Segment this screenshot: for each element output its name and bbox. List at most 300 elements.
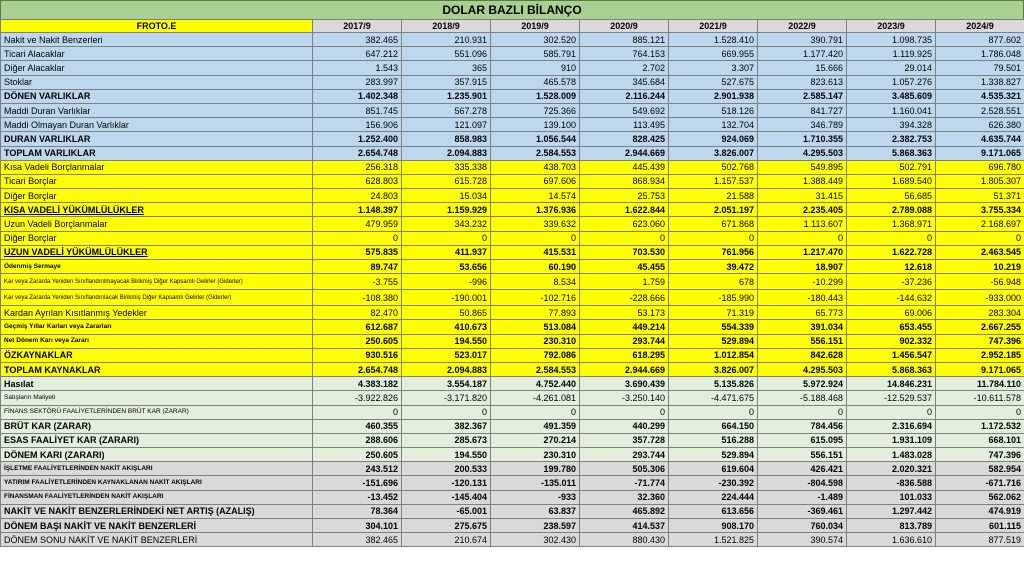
value-cell[interactable]: 0 <box>936 405 1024 419</box>
value-cell[interactable]: 0 <box>491 231 580 245</box>
value-cell[interactable]: 1.177.420 <box>758 47 847 61</box>
value-cell[interactable]: -4.261.081 <box>491 391 580 405</box>
value-cell[interactable]: 2.463.545 <box>936 245 1024 259</box>
value-cell[interactable]: 1.338.827 <box>936 75 1024 89</box>
row-label-cell[interactable]: FİNANSMAN FAALİYETLERİNDEN NAKİT AKIŞLARI <box>1 490 313 504</box>
value-cell[interactable]: 3.307 <box>669 61 758 75</box>
value-cell[interactable]: 1.172.532 <box>936 419 1024 433</box>
row-label-cell[interactable]: DÖNEM KARI (ZARARI) <box>1 448 313 462</box>
value-cell[interactable]: 50.865 <box>402 306 491 320</box>
value-cell[interactable]: 1.057.276 <box>847 75 936 89</box>
value-cell[interactable]: 4.383.182 <box>313 377 402 391</box>
value-cell[interactable]: 238.597 <box>491 519 580 533</box>
value-cell[interactable]: 63.837 <box>491 504 580 518</box>
value-cell[interactable]: 1.056.544 <box>491 132 580 146</box>
row-label-cell[interactable]: Diğer Borçlar <box>1 231 313 245</box>
value-cell[interactable]: 411.937 <box>402 245 491 259</box>
value-cell[interactable]: 618.295 <box>580 348 669 362</box>
value-cell[interactable]: 5.972.924 <box>758 377 847 391</box>
value-cell[interactable]: -144.632 <box>847 290 936 306</box>
value-cell[interactable]: 4.752.440 <box>491 377 580 391</box>
value-cell[interactable]: 357.915 <box>402 75 491 89</box>
value-cell[interactable]: 65.773 <box>758 306 847 320</box>
value-cell[interactable]: 89.747 <box>313 260 402 274</box>
value-cell[interactable]: 2.094.883 <box>402 146 491 160</box>
value-cell[interactable]: 696.780 <box>936 160 1024 174</box>
value-cell[interactable]: 2.654.748 <box>313 362 402 376</box>
value-cell[interactable]: 2.051.197 <box>669 203 758 217</box>
value-cell[interactable]: 549.895 <box>758 160 847 174</box>
value-cell[interactable]: 554.339 <box>669 320 758 334</box>
value-cell[interactable]: -10.299 <box>758 274 847 290</box>
value-cell[interactable]: 2.584.553 <box>491 362 580 376</box>
value-cell[interactable]: 760.034 <box>758 519 847 533</box>
value-cell[interactable]: 1.113.607 <box>758 217 847 231</box>
value-cell[interactable]: -369.461 <box>758 504 847 518</box>
value-cell[interactable]: -4.471.675 <box>669 391 758 405</box>
value-cell[interactable]: 1.160.041 <box>847 103 936 117</box>
value-cell[interactable]: 669.955 <box>669 47 758 61</box>
row-label-cell[interactable]: Diğer Alacaklar <box>1 61 313 75</box>
value-cell[interactable]: 0 <box>313 405 402 419</box>
value-cell[interactable]: -151.696 <box>313 476 402 490</box>
value-cell[interactable]: 199.780 <box>491 462 580 476</box>
value-cell[interactable]: 505.306 <box>580 462 669 476</box>
value-cell[interactable]: 1.805.307 <box>936 174 1024 188</box>
value-cell[interactable]: 601.115 <box>936 519 1024 533</box>
value-cell[interactable]: 764.153 <box>580 47 669 61</box>
value-cell[interactable]: 0 <box>847 405 936 419</box>
value-cell[interactable]: 516.288 <box>669 433 758 447</box>
value-cell[interactable]: 0 <box>580 405 669 419</box>
row-label-cell[interactable]: NAKİT VE NAKİT BENZERLERİNDEKİ NET ARTIŞ (AZALIŞ) <box>1 504 313 518</box>
value-cell[interactable]: 1.159.929 <box>402 203 491 217</box>
value-cell[interactable]: 465.578 <box>491 75 580 89</box>
value-cell[interactable]: 0 <box>580 231 669 245</box>
row-label-cell[interactable]: Kar veya Zararda Yeniden Sınıflandırılacak Birikmiş Diğer Kapsamlı Gelirler (Giderler) <box>1 290 313 306</box>
value-cell[interactable]: 2.944.669 <box>580 146 669 160</box>
row-label-cell[interactable]: Ticari Borçlar <box>1 174 313 188</box>
value-cell[interactable]: 924.069 <box>669 132 758 146</box>
value-cell[interactable]: 394.328 <box>847 118 936 132</box>
value-cell[interactable]: 82.470 <box>313 306 402 320</box>
value-cell[interactable]: 5.868.363 <box>847 362 936 376</box>
value-cell[interactable]: 858.983 <box>402 132 491 146</box>
value-cell[interactable]: 1.148.397 <box>313 203 402 217</box>
value-cell[interactable]: 51.371 <box>936 189 1024 203</box>
value-cell[interactable]: 2.789.088 <box>847 203 936 217</box>
value-cell[interactable]: -671.716 <box>936 476 1024 490</box>
value-cell[interactable]: 761.956 <box>669 245 758 259</box>
value-cell[interactable]: 293.744 <box>580 334 669 348</box>
value-cell[interactable]: 10.219 <box>936 260 1024 274</box>
value-cell[interactable]: 474.919 <box>936 504 1024 518</box>
year-header[interactable]: 2021/9 <box>669 20 758 33</box>
value-cell[interactable]: -804.598 <box>758 476 847 490</box>
value-cell[interactable]: 5.868.363 <box>847 146 936 160</box>
year-header[interactable]: 2017/9 <box>313 20 402 33</box>
value-cell[interactable]: 224.444 <box>669 490 758 504</box>
value-cell[interactable]: 1.759 <box>580 274 669 290</box>
value-cell[interactable]: 3.485.609 <box>847 89 936 103</box>
row-label-cell[interactable]: DÖNEN VARLIKLAR <box>1 89 313 103</box>
value-cell[interactable]: 1.931.109 <box>847 433 936 447</box>
value-cell[interactable]: 697.606 <box>491 174 580 188</box>
value-cell[interactable]: -5.188.468 <box>758 391 847 405</box>
value-cell[interactable]: 1.528.410 <box>669 33 758 47</box>
row-label-cell[interactable]: YATIRIM FAALİYETLERİNDEN KAYNAKLANAN NAKİT AKIŞLARI <box>1 476 313 490</box>
value-cell[interactable]: 868.934 <box>580 174 669 188</box>
value-cell[interactable]: 1.388.449 <box>758 174 847 188</box>
value-cell[interactable]: 491.359 <box>491 419 580 433</box>
value-cell[interactable]: 243.512 <box>313 462 402 476</box>
value-cell[interactable]: 69.006 <box>847 306 936 320</box>
value-cell[interactable]: 9.171.065 <box>936 146 1024 160</box>
value-cell[interactable]: 440.299 <box>580 419 669 433</box>
value-cell[interactable]: 841.727 <box>758 103 847 117</box>
value-cell[interactable]: 465.892 <box>580 504 669 518</box>
value-cell[interactable]: 3.826.007 <box>669 146 758 160</box>
row-label-cell[interactable]: TOPLAM VARLIKLAR <box>1 146 313 160</box>
value-cell[interactable]: 113.495 <box>580 118 669 132</box>
row-label-cell[interactable]: Maddi Duran Varlıklar <box>1 103 313 117</box>
value-cell[interactable]: 910 <box>491 61 580 75</box>
value-cell[interactable]: 79.501 <box>936 61 1024 75</box>
value-cell[interactable]: -3.922.826 <box>313 391 402 405</box>
value-cell[interactable]: 0 <box>936 231 1024 245</box>
value-cell[interactable]: 628.803 <box>313 174 402 188</box>
value-cell[interactable]: 12.618 <box>847 260 936 274</box>
row-label-cell[interactable]: BRÜT KAR (ZARAR) <box>1 419 313 433</box>
value-cell[interactable]: 1.543 <box>313 61 402 75</box>
year-header[interactable]: 2022/9 <box>758 20 847 33</box>
value-cell[interactable]: 613.656 <box>669 504 758 518</box>
value-cell[interactable]: 283.304 <box>936 306 1024 320</box>
value-cell[interactable]: -145.404 <box>402 490 491 504</box>
value-cell[interactable]: 502.791 <box>847 160 936 174</box>
value-cell[interactable]: 0 <box>402 405 491 419</box>
value-cell[interactable]: 11.784.110 <box>936 377 1024 391</box>
value-cell[interactable]: 53.173 <box>580 306 669 320</box>
value-cell[interactable]: 623.060 <box>580 217 669 231</box>
value-cell[interactable]: 562.062 <box>936 490 1024 504</box>
value-cell[interactable]: 293.744 <box>580 448 669 462</box>
value-cell[interactable]: 2.952.185 <box>936 348 1024 362</box>
value-cell[interactable]: 518.126 <box>669 103 758 117</box>
value-cell[interactable]: 39.472 <box>669 260 758 274</box>
value-cell[interactable]: 4.295.503 <box>758 362 847 376</box>
value-cell[interactable]: 747.396 <box>936 448 1024 462</box>
value-cell[interactable]: 549.692 <box>580 103 669 117</box>
value-cell[interactable]: 823.613 <box>758 75 847 89</box>
value-cell[interactable]: 0 <box>313 231 402 245</box>
row-label-cell[interactable]: Uzun Vadeli Borçlanmalar <box>1 217 313 231</box>
value-cell[interactable]: 877.519 <box>936 533 1024 547</box>
value-cell[interactable]: 56.685 <box>847 189 936 203</box>
value-cell[interactable]: 343.232 <box>402 217 491 231</box>
value-cell[interactable]: 2.702 <box>580 61 669 75</box>
value-cell[interactable]: 121.097 <box>402 118 491 132</box>
row-label-cell[interactable]: Nakit ve Nakit Benzerleri <box>1 33 313 47</box>
value-cell[interactable]: 1.376.936 <box>491 203 580 217</box>
value-cell[interactable]: 567.278 <box>402 103 491 117</box>
row-label-cell[interactable]: Ödenmiş Sermaye <box>1 260 313 274</box>
value-cell[interactable]: 585.791 <box>491 47 580 61</box>
value-cell[interactable]: 703.530 <box>580 245 669 259</box>
value-cell[interactable]: 139.100 <box>491 118 580 132</box>
value-cell[interactable]: 2.382.753 <box>847 132 936 146</box>
value-cell[interactable]: 1.402.348 <box>313 89 402 103</box>
year-header[interactable]: 2018/9 <box>402 20 491 33</box>
value-cell[interactable]: 14.846.231 <box>847 377 936 391</box>
value-cell[interactable]: 18.907 <box>758 260 847 274</box>
value-cell[interactable]: 4.535.321 <box>936 89 1024 103</box>
value-cell[interactable]: 725.366 <box>491 103 580 117</box>
value-cell[interactable]: 71.319 <box>669 306 758 320</box>
value-cell[interactable]: 1.710.355 <box>758 132 847 146</box>
value-cell[interactable]: 1.235.901 <box>402 89 491 103</box>
value-cell[interactable]: 619.604 <box>669 462 758 476</box>
value-cell[interactable]: 9.171.065 <box>936 362 1024 376</box>
value-cell[interactable]: 2.901.938 <box>669 89 758 103</box>
value-cell[interactable]: -996 <box>402 274 491 290</box>
value-cell[interactable]: 2.235.405 <box>758 203 847 217</box>
value-cell[interactable]: 390.574 <box>758 533 847 547</box>
value-cell[interactable]: 930.516 <box>313 348 402 362</box>
value-cell[interactable]: 1.098.735 <box>847 33 936 47</box>
value-cell[interactable]: 1.622.844 <box>580 203 669 217</box>
year-header[interactable]: 2020/9 <box>580 20 669 33</box>
value-cell[interactable]: 288.606 <box>313 433 402 447</box>
row-label-cell[interactable]: Kısa Vadeli Borçlanmalar <box>1 160 313 174</box>
value-cell[interactable]: 78.364 <box>313 504 402 518</box>
value-cell[interactable]: -120.131 <box>402 476 491 490</box>
value-cell[interactable]: 194.550 <box>402 448 491 462</box>
value-cell[interactable]: 45.455 <box>580 260 669 274</box>
year-header[interactable]: 2023/9 <box>847 20 936 33</box>
value-cell[interactable]: 382.367 <box>402 419 491 433</box>
value-cell[interactable]: 460.355 <box>313 419 402 433</box>
value-cell[interactable]: 575.835 <box>313 245 402 259</box>
value-cell[interactable]: 0 <box>402 231 491 245</box>
value-cell[interactable]: 5.135.826 <box>669 377 758 391</box>
value-cell[interactable]: 357.728 <box>580 433 669 447</box>
value-cell[interactable]: 2.944.669 <box>580 362 669 376</box>
value-cell[interactable]: -102.716 <box>491 290 580 306</box>
value-cell[interactable]: -228.666 <box>580 290 669 306</box>
value-cell[interactable]: 3.554.187 <box>402 377 491 391</box>
value-cell[interactable]: 0 <box>758 231 847 245</box>
row-label-cell[interactable]: Diğer Borçlar <box>1 189 313 203</box>
value-cell[interactable]: 851.745 <box>313 103 402 117</box>
value-cell[interactable]: 382.465 <box>313 33 402 47</box>
value-cell[interactable]: 415.531 <box>491 245 580 259</box>
value-cell[interactable]: 0 <box>669 231 758 245</box>
value-cell[interactable]: 908.170 <box>669 519 758 533</box>
value-cell[interactable]: 14.574 <box>491 189 580 203</box>
value-cell[interactable]: 31.415 <box>758 189 847 203</box>
value-cell[interactable]: 792.086 <box>491 348 580 362</box>
value-cell[interactable]: 285.673 <box>402 433 491 447</box>
value-cell[interactable]: 230.310 <box>491 448 580 462</box>
value-cell[interactable]: 527.675 <box>669 75 758 89</box>
value-cell[interactable]: 556.151 <box>758 448 847 462</box>
value-cell[interactable]: 2.585.147 <box>758 89 847 103</box>
row-label-cell[interactable]: KISA VADELİ YÜKÜMLÜLÜKLER <box>1 203 313 217</box>
value-cell[interactable]: 1.119.925 <box>847 47 936 61</box>
value-cell[interactable]: -230.392 <box>669 476 758 490</box>
value-cell[interactable]: 101.033 <box>847 490 936 504</box>
value-cell[interactable]: 556.151 <box>758 334 847 348</box>
value-cell[interactable]: 365 <box>402 61 491 75</box>
value-cell[interactable]: 885.121 <box>580 33 669 47</box>
value-cell[interactable]: 615.095 <box>758 433 847 447</box>
value-cell[interactable]: 1.217.470 <box>758 245 847 259</box>
value-cell[interactable]: 582.954 <box>936 462 1024 476</box>
value-cell[interactable]: -3.250.140 <box>580 391 669 405</box>
value-cell[interactable]: 626.380 <box>936 118 1024 132</box>
value-cell[interactable]: 653.455 <box>847 320 936 334</box>
value-cell[interactable]: 8.534 <box>491 274 580 290</box>
value-cell[interactable]: 250.605 <box>313 448 402 462</box>
value-cell[interactable]: 21.588 <box>669 189 758 203</box>
value-cell[interactable]: 1.252.400 <box>313 132 402 146</box>
value-cell[interactable]: 880.430 <box>580 533 669 547</box>
value-cell[interactable]: 25.753 <box>580 189 669 203</box>
row-label-cell[interactable]: Net Dönem Karı veya Zararı <box>1 334 313 348</box>
row-label-cell[interactable]: Kardan Ayrılan Kısıtlanmış Yedekler <box>1 306 313 320</box>
value-cell[interactable]: 671.868 <box>669 217 758 231</box>
value-cell[interactable]: 529.894 <box>669 334 758 348</box>
value-cell[interactable]: 29.014 <box>847 61 936 75</box>
value-cell[interactable]: 1.157.537 <box>669 174 758 188</box>
row-label-cell[interactable]: Ticari Alacaklar <box>1 47 313 61</box>
value-cell[interactable]: 200.533 <box>402 462 491 476</box>
row-label-cell[interactable]: İŞLETME FAALİYETLERİNDEN NAKİT AKIŞLARI <box>1 462 313 476</box>
value-cell[interactable]: 1.622.728 <box>847 245 936 259</box>
value-cell[interactable]: 15.666 <box>758 61 847 75</box>
value-cell[interactable]: 2.316.694 <box>847 419 936 433</box>
value-cell[interactable]: -65.001 <box>402 504 491 518</box>
value-cell[interactable]: 32.360 <box>580 490 669 504</box>
value-cell[interactable]: 668.101 <box>936 433 1024 447</box>
value-cell[interactable]: 612.687 <box>313 320 402 334</box>
row-label-cell[interactable]: FİNANS SEKTÖRÜ FAALİYETLERİNDEN BRÜT KAR (ZARAR) <box>1 405 313 419</box>
row-label-cell[interactable]: DURAN VARLIKLAR <box>1 132 313 146</box>
value-cell[interactable]: 302.430 <box>491 533 580 547</box>
value-cell[interactable]: -1.489 <box>758 490 847 504</box>
value-cell[interactable]: 1.528.009 <box>491 89 580 103</box>
value-cell[interactable]: 0 <box>847 231 936 245</box>
value-cell[interactable]: 3.826.007 <box>669 362 758 376</box>
value-cell[interactable]: 513.084 <box>491 320 580 334</box>
row-label-cell[interactable]: ÖZKAYNAKLAR <box>1 348 313 362</box>
value-cell[interactable]: 15.034 <box>402 189 491 203</box>
value-cell[interactable]: -135.011 <box>491 476 580 490</box>
ticker-cell[interactable]: FROTO.E <box>1 20 313 33</box>
value-cell[interactable]: 1.297.442 <box>847 504 936 518</box>
value-cell[interactable]: 438.703 <box>491 160 580 174</box>
year-header[interactable]: 2019/9 <box>491 20 580 33</box>
value-cell[interactable]: 270.214 <box>491 433 580 447</box>
value-cell[interactable]: 1.786.048 <box>936 47 1024 61</box>
row-label-cell[interactable]: DÖNEM BAŞI NAKİT VE NAKİT BENZERLERİ <box>1 519 313 533</box>
value-cell[interactable]: -185.990 <box>669 290 758 306</box>
row-label-cell[interactable]: DÖNEM SONU NAKİT VE NAKİT BENZERLERİ <box>1 533 313 547</box>
value-cell[interactable]: 523.017 <box>402 348 491 362</box>
value-cell[interactable]: 275.675 <box>402 519 491 533</box>
row-label-cell[interactable]: TOPLAM KAYNAKLAR <box>1 362 313 376</box>
value-cell[interactable]: 1.368.971 <box>847 217 936 231</box>
value-cell[interactable]: 156.906 <box>313 118 402 132</box>
value-cell[interactable]: -836.588 <box>847 476 936 490</box>
value-cell[interactable]: 1.456.547 <box>847 348 936 362</box>
value-cell[interactable]: 335.338 <box>402 160 491 174</box>
value-cell[interactable]: -180.443 <box>758 290 847 306</box>
value-cell[interactable]: 283.997 <box>313 75 402 89</box>
value-cell[interactable]: -933 <box>491 490 580 504</box>
value-cell[interactable]: 53.656 <box>402 260 491 274</box>
value-cell[interactable]: 4.295.503 <box>758 146 847 160</box>
value-cell[interactable]: 828.425 <box>580 132 669 146</box>
row-label-cell[interactable]: Stoklar <box>1 75 313 89</box>
value-cell[interactable]: 60.190 <box>491 260 580 274</box>
value-cell[interactable]: 2.168.697 <box>936 217 1024 231</box>
value-cell[interactable]: 210.931 <box>402 33 491 47</box>
value-cell[interactable]: 77.893 <box>491 306 580 320</box>
value-cell[interactable]: 842.628 <box>758 348 847 362</box>
value-cell[interactable]: 678 <box>669 274 758 290</box>
value-cell[interactable]: 339.632 <box>491 217 580 231</box>
value-cell[interactable]: 346.789 <box>758 118 847 132</box>
value-cell[interactable]: 529.894 <box>669 448 758 462</box>
value-cell[interactable]: -37.236 <box>847 274 936 290</box>
value-cell[interactable]: 502.768 <box>669 160 758 174</box>
value-cell[interactable]: 210.674 <box>402 533 491 547</box>
value-cell[interactable]: -190.001 <box>402 290 491 306</box>
value-cell[interactable]: 0 <box>491 405 580 419</box>
value-cell[interactable]: 24.803 <box>313 189 402 203</box>
value-cell[interactable]: 664.150 <box>669 419 758 433</box>
row-label-cell[interactable]: Satışların Maliyeti <box>1 391 313 405</box>
value-cell[interactable]: 0 <box>758 405 847 419</box>
row-label-cell[interactable]: Hasılat <box>1 377 313 391</box>
value-cell[interactable]: 902.332 <box>847 334 936 348</box>
row-label-cell[interactable]: Kar veya Zararda Yeniden Sınıflandırılmayacak Birikmiş Diğer Kapsamlı Gelirler (Giderler) <box>1 274 313 290</box>
value-cell[interactable]: 0 <box>669 405 758 419</box>
value-cell[interactable]: 551.096 <box>402 47 491 61</box>
value-cell[interactable]: -108.380 <box>313 290 402 306</box>
value-cell[interactable]: -56.948 <box>936 274 1024 290</box>
value-cell[interactable]: 479.959 <box>313 217 402 231</box>
value-cell[interactable]: 449.214 <box>580 320 669 334</box>
value-cell[interactable]: 445.439 <box>580 160 669 174</box>
value-cell[interactable]: 647.212 <box>313 47 402 61</box>
value-cell[interactable]: 410.673 <box>402 320 491 334</box>
value-cell[interactable]: 302.520 <box>491 33 580 47</box>
value-cell[interactable]: 345.684 <box>580 75 669 89</box>
value-cell[interactable]: -933.000 <box>936 290 1024 306</box>
value-cell[interactable]: 2.654.748 <box>313 146 402 160</box>
value-cell[interactable]: 1.521.825 <box>669 533 758 547</box>
value-cell[interactable]: -13.452 <box>313 490 402 504</box>
value-cell[interactable]: 132.704 <box>669 118 758 132</box>
row-label-cell[interactable]: UZUN VADELİ YÜKÜMLÜLÜKLER <box>1 245 313 259</box>
year-header[interactable]: 2024/9 <box>936 20 1024 33</box>
value-cell[interactable]: 2.528.551 <box>936 103 1024 117</box>
value-cell[interactable]: 230.310 <box>491 334 580 348</box>
value-cell[interactable]: 747.396 <box>936 334 1024 348</box>
